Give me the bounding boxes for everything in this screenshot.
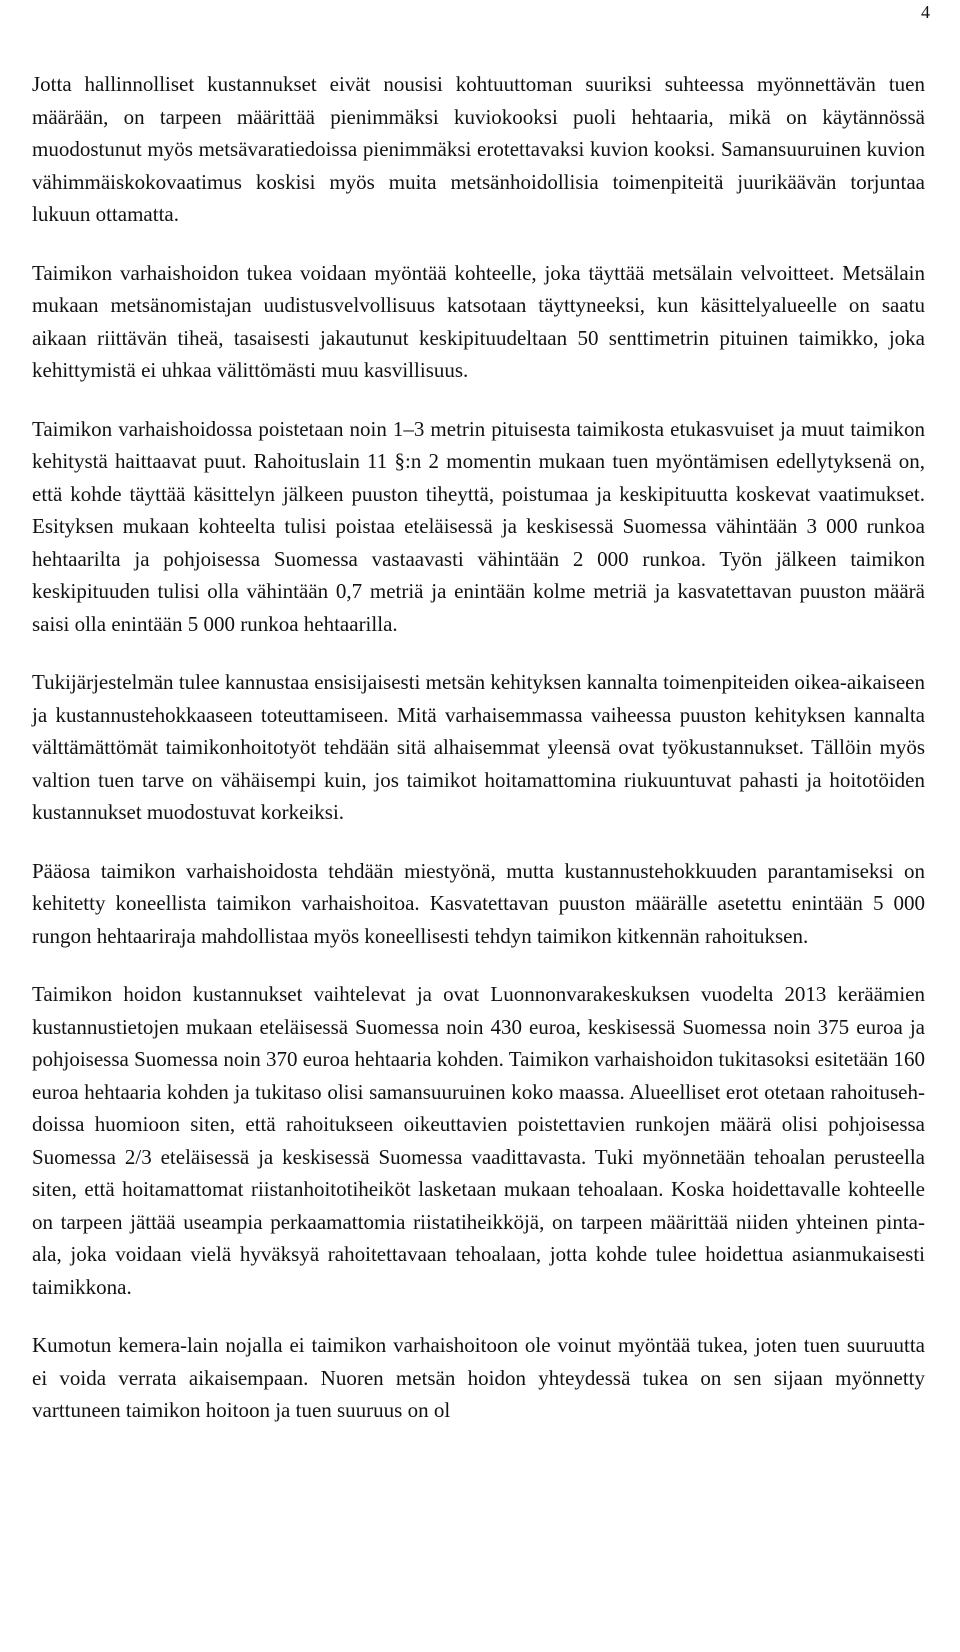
paragraph-removal-requirements: Taimikon varhaishoidossa poistetaan noin 1–3 metrin pituisesta taimikosta etukasvuiset ja muut taimikon kehitystä haittaavat puut. Rahoituslain 11 §:n 2 momentin mukaan tuen myöntämisen edellytyksenä on, että kohde täyttää käsittelyn jälkeen puuston tiheyttä, poistumaa ja keskipituutta koskevat vaatimukset. Esityksen mukaan kohteelta tulisi poistaa eteläisessä ja keskisessä Suomessa vähintään 3 000 runkoa hehtaarilta ja pohjoisessa Suomessa vastaavasti vähintään 2 000 runkoa. Työn jälkeen taimikon keskipituuden tulisi olla vähintään 0,7 metriä ja enintään kolme metriä ja kasvatettavan puuston määrä saisi olla enintään 5 000 runkoa hehtaarilla. [32,416,925,636]
paragraph-incentives: Tukijärjestelmän tulee kannustaa ensisijaisesti metsän kehityksen kannalta toimenpiteiden oikea-aikaiseen ja kustannustehokkaaseen toteuttamiseen. Mitä varhaisemmassa vaiheessa puuston kehityksen kannalta välttämättömät taimikonhoitotyöt tehdään sitä alhaisemmat yleensä ovat työkustannukset. Tällöin myös valtion tuen tarve on vähäisempi kuin, jos taimikot hoitamattomina riukuuntuvat pahasti ja hoitotöiden kustannukset muodostuvat korkeiksi. [32,670,925,824]
paragraph-cost-levels: Taimikon hoidon kustannukset vaihtelevat ja ovat Luonnonvarakeskuksen vuodelta 2013 keräämien kustannustietojen mukaan eteläisessä Suomessa noin 430 euroa, keskisessä Suomessa noin 375 euroa ja pohjoisessa Suomessa noin 370 euroa hehtaaria kohden. Taimikon varhaishoidon tukitasoksi esitetään 160 euroa hehtaaria kohden ja tukitaso olisi samansuuruinen koko maassa. Alueelliset erot otetaan rahoitusehdoissa huomioon siten, että rahoitukseen oikeuttavien poistettavien runkojen määrä olisi pohjoisessa Suomessa 2/3 eteläisessä ja keskisessä Suomessa vaadittavasta. Tuki myönnetään tehoalan perusteella siten, että hoitamattomat riistanhoitotiheiköt lasketaan mukaan tehoalaan. Koska hoidettavalle kohteelle on tarpeen jättää useampia perkaamattomia riistatiheikköjä, on tarpeen määrittää niiden yhteinen pinta-ala, joka voidaan vielä hyväksyä rahoitettavaan tehoalaan, jotta kohde tulee hoidettua asianmukaisesti taimikkona. [32,982,925,1299]
paragraph-mechanical-care: Pääosa taimikon varhaishoidosta tehdään miestyönä, mutta kustannustehokkuuden parantamiseksi on kehitetty koneellista taimikon varhaishoitoa. Kasvatettavan puuston määrälle asetettu enintään 5 000 rungon hehtaariraja mahdollistaa myös koneellisesti tehdyn taimikon kitkennän rahoituksen. [32,858,925,948]
document-body [32,68,925,1427]
paragraph-eligibility: Taimikon varhaishoidon tukea voidaan myöntää kohteelle, joka täyttää metsälain velvoitteet. Metsälain mukaan metsänomistajan uudistusvelvollisuus katsotaan täyttyneeksi, kun käsittelyalueelle on saatu aikaan riittävän tiheä, tasaisesti jakautunut keskipituudeltaan 50 senttimetrin pituinen taimikko, joka kehittymistä ei uhkaa välittömästi muu kasvillisuus. [32,260,925,382]
paragraph-kemera-law: Kumotun kemera-lain nojalla ei taimikon varhaishoitoon ole voinut myöntää tukea, joten tuen suuruutta ei voida verrata aikaisempaan. Nuoren metsän hoidon yhteydessä tukea on sen sijaan myönnetty varttuneen taimikon hoitoon ja tuen suuruus on ol [32,1333,925,1422]
paragraph-admin-costs: Jotta hallinnolliset kustannukset eivät nousisi kohtuuttoman suuriksi suhteessa myönnettävän tuen määrään, on tarpeen määrittää pienimmäksi kuviokooksi puoli hehtaaria, mikä on käytännössä muodostunut myös metsävaratiedoissa pienimmäksi erotettavaksi kuvion kooksi. Samansuuruinen kuvion vähimmäiskokovaatimus koskisi myös muita metsänhoidollisia toimenpiteitä juurikäävän torjuntaa lukuun ottamatta. [32,72,925,226]
page-number: 4 [921,2,930,22]
